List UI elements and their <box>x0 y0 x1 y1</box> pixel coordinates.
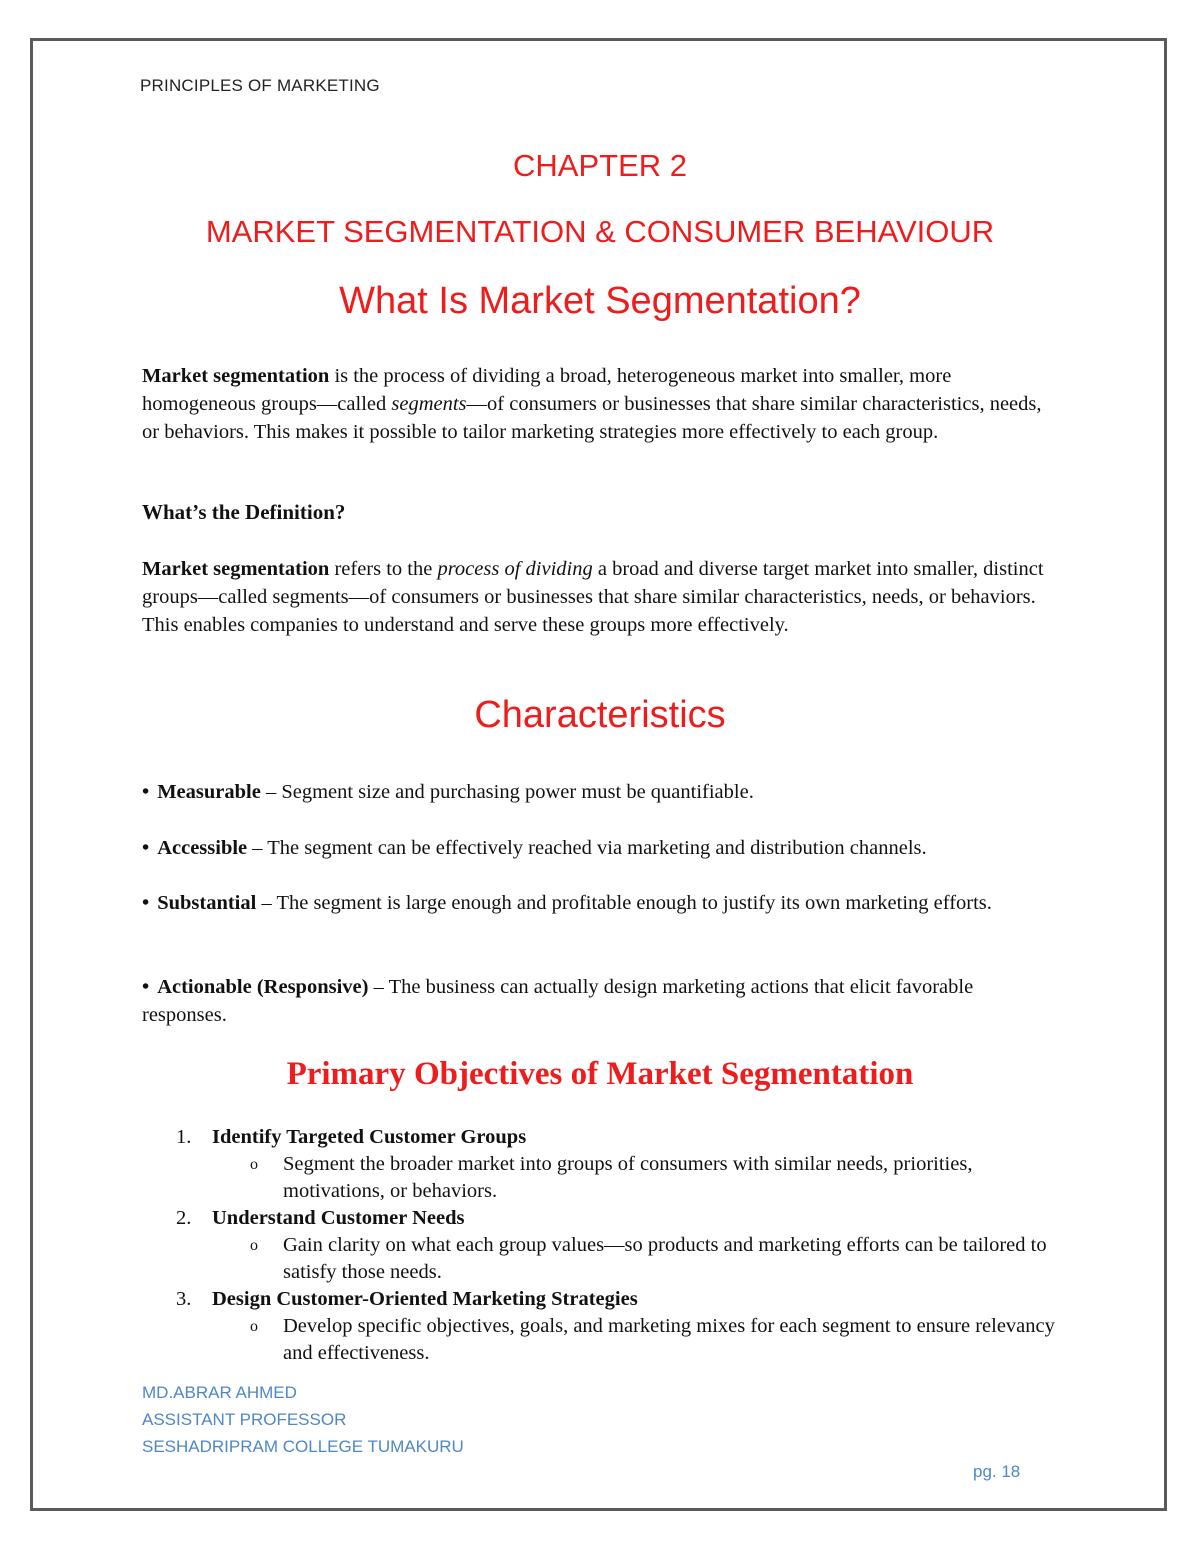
objective-detail <box>250 1313 1060 1367</box>
chapter-number: CHAPTER 2 <box>513 148 687 183</box>
characteristic-item <box>142 834 1057 862</box>
definition-italic: process of dividing <box>437 558 593 580</box>
objective-detail-text: Develop specific objectives, goals, and marketing mixes for each segment to ensure relevancy and effectiveness. <box>283 1315 1055 1364</box>
characteristic-term: Actionable (Responsive) <box>157 976 369 998</box>
footer-position: ASSISTANT PROFESSOR <box>142 1410 347 1429</box>
section-title: What Is Market Segmentation? <box>339 280 861 322</box>
objective-title: Understand Customer Needs <box>212 1207 465 1229</box>
objective-detail-text: Gain clarity on what each group values—so products and marketing efforts can be tailored to satisfy those needs. <box>283 1234 1047 1283</box>
definition-text-a: refers to the <box>329 558 438 580</box>
objective-item <box>176 1124 1056 1151</box>
characteristic-item <box>142 889 1057 917</box>
objective-item <box>176 1205 1056 1232</box>
objective-title: Design Customer-Oriented Marketing Strategies <box>212 1288 638 1310</box>
intro-italic: segments <box>391 393 467 415</box>
objectives-title: Primary Objectives of Market Segmentation <box>286 1056 914 1092</box>
definition-term: Market segmentation <box>142 558 330 580</box>
intro-paragraph <box>142 362 1057 446</box>
characteristic-item <box>142 973 1057 1029</box>
objective-number: 3. <box>176 1288 192 1310</box>
characteristic-term: Measurable <box>157 781 261 803</box>
definition-text-b: a broad and diverse target market into smaller, distinct groups—called segments—of consumers or businesses that share similar characteristics, needs, or behaviors. This enables companies to understand and serve these groups more effectively. <box>142 558 1044 636</box>
running-header: PRINCIPLES OF MARKETING <box>140 76 380 95</box>
objective-detail <box>250 1232 1060 1286</box>
characteristic-desc: – The business can actually design marketing actions that elicit favorable responses. <box>142 976 974 1026</box>
characteristic-desc: – The segment is large enough and profitable enough to justify its own marketing efforts. <box>256 892 992 914</box>
characteristic-term: Accessible <box>157 837 248 859</box>
intro-text-b: —of consumers or businesses that share similar characteristics, needs, or behaviors. This makes it possible to tailor marketing strategies more effectively to each group. <box>142 393 1042 443</box>
bullet-icon: • <box>142 837 150 859</box>
definition-paragraph <box>142 555 1057 639</box>
objective-number: 1. <box>176 1126 192 1148</box>
bullet-icon: • <box>142 976 150 998</box>
objective-number: 2. <box>176 1207 192 1229</box>
footer-institution: SESHADRIPRAM COLLEGE TUMAKURU <box>142 1437 464 1456</box>
intro-text-a: is the process of dividing a broad, heterogeneous market into smaller, more homogeneous groups—called <box>142 365 952 415</box>
footer-author: MD.ABRAR AHMED <box>142 1383 297 1402</box>
circle-bullet-icon: o <box>250 1237 258 1254</box>
characteristics-title: Characteristics <box>474 694 726 736</box>
objective-detail <box>250 1151 1060 1205</box>
page-number: pg. 18 <box>973 1462 1021 1481</box>
intro-term: Market segmentation <box>142 365 330 387</box>
characteristic-desc: – The segment can be effectively reached via marketing and distribution channels. <box>247 837 927 859</box>
characteristic-item <box>142 778 1057 806</box>
definition-heading: What’s the Definition? <box>142 500 346 524</box>
chapter-title: MARKET SEGMENTATION & CONSUMER BEHAVIOUR <box>205 214 995 249</box>
objective-detail-text: Segment the broader market into groups of consumers with similar needs, priorities, motivations, or behaviors. <box>283 1153 973 1202</box>
circle-bullet-icon: o <box>250 1156 258 1173</box>
bullet-icon: • <box>142 892 150 914</box>
bullet-icon: • <box>142 781 150 803</box>
circle-bullet-icon: o <box>250 1318 258 1335</box>
characteristic-desc: – Segment size and purchasing power must be quantifiable. <box>260 781 754 803</box>
objective-title: Identify Targeted Customer Groups <box>212 1126 527 1148</box>
objective-item <box>176 1286 1056 1313</box>
characteristic-term: Substantial <box>157 892 257 914</box>
